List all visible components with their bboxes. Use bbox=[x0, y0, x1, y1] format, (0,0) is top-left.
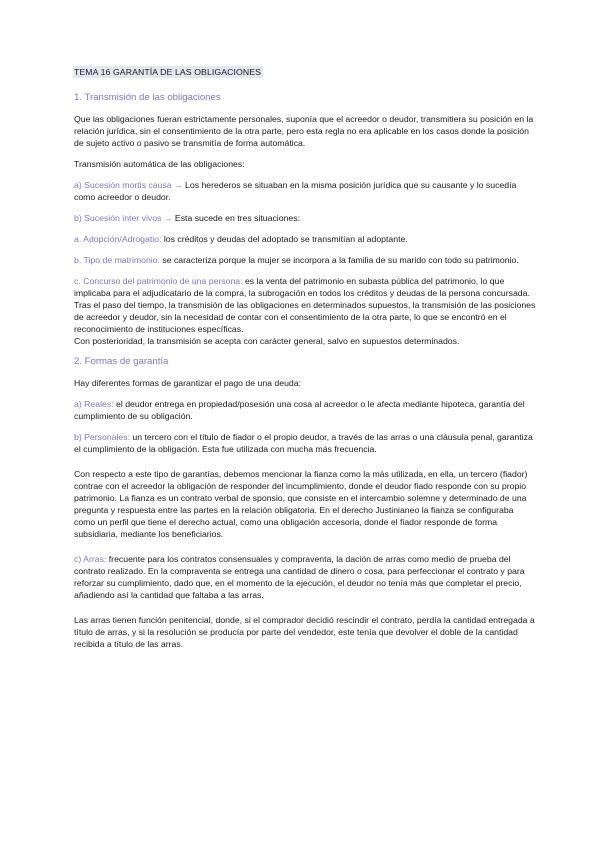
text-concurso: es la venta del patrimonio en subasta pública del patrimonio, lo que implicaba para el adjudicatario de la compra, la subrogación en todos los créditos y deudas de la persona concursada. Tras el paso del tiempo, la transmisión de las obligaciones en determinados supuestos, la transmisión de las posiciones de acreedor y deudor, sin la necesidad de contar con el consentimiento de la otra parte, lo que se encontró en el reconocimiento de instituciones específicas. bbox=[74, 276, 536, 334]
paragraph-reales bbox=[74, 398, 536, 422]
paragraph-arras bbox=[74, 553, 536, 601]
text-concurso-posterioridad: Con posterioridad, la transmisión se acepta con carácter general, salvo en supuestos determinados. bbox=[74, 336, 460, 346]
text-inter-vivos: Esta sucede en tres situaciones: bbox=[172, 213, 300, 223]
text-personales: un tercero con el título de fiador o el propio deudor, a través de las arras o una cláusula penal, garantiza el cumplimiento de la obligación. Esta fue utilizada con mucha más frecuencia. bbox=[74, 432, 533, 454]
text-matrimonio: se caracteriza porque la mujer se incorpora a la familia de su marido con todo su patrimonio. bbox=[159, 255, 519, 265]
paragraph-adopcion bbox=[74, 233, 536, 245]
paragraph-matrimonio bbox=[74, 254, 536, 266]
section-heading-formas: 2. Formas de garantía bbox=[74, 356, 169, 367]
text-mortis-causa: Los herederos se situaban en la misma posición jurídica que su causante y lo sucedía como acreedor o deudor. bbox=[74, 180, 517, 202]
term-matrimonio: b. Tipo de matrimonio: bbox=[74, 255, 160, 265]
paragraph-formas-intro: Hay diferentes formas de garantizar el pago de una deuda: bbox=[74, 378, 301, 388]
section-heading-transmision: 1. Transmisión de las obligaciones bbox=[74, 92, 221, 103]
text-adopcion: los créditos y deudas del adoptado se transmitían al adoptante. bbox=[161, 234, 408, 244]
term-reales: a) Reales: bbox=[74, 399, 114, 409]
term-concurso: c. Concurso del patrimonio de una persona: bbox=[74, 276, 243, 286]
term-adopcion: a. Adopción/Adrogatio: bbox=[74, 234, 162, 244]
paragraph-intro: Que las obligaciones fueran estrictamente personales, suponía que el acreedor o deudor, transmitiera su posición en la relación jurídica, sin el consentimiento de la otra parte, pero esta regla no era aplicable en los casos donde la posición de sujeto activo o pasivo se transmitía de forma automática. bbox=[74, 114, 534, 148]
term-arras: c) Arras: bbox=[74, 554, 107, 564]
paragraph-inter-vivos bbox=[74, 212, 536, 224]
text-arras: frecuente para los contratos consensuales y compraventa, la dación de arras como medio de prueba del contrato realizado. En la compraventa se entrega una cantidad de dinero o cosa, para perfeccionar el contrato y para reforzar su cumplimiento, dado que, en el momento de la ejecución, el deudor no tenía más que completar el precio, añadiendo así la cantidad que faltaba a las arras. bbox=[74, 554, 525, 600]
paragraph-auto-title: Transmisión automática de las obligaciones: bbox=[74, 159, 245, 169]
paragraph-personales bbox=[74, 431, 536, 455]
document-title: TEMA 16 GARANTÍA DE LAS OBLIGACIONES bbox=[74, 67, 262, 77]
text-reales: el deudor entrega en propiedad/posesión una cosa al acreedor o le afecta mediante hipoteca, garantía del cumplimiento de su obligación. bbox=[74, 399, 525, 421]
paragraph-mortis-causa bbox=[74, 179, 536, 203]
term-mortis-causa: a) Sucesión mortis causa → bbox=[74, 180, 183, 190]
term-personales: b) Personales: bbox=[74, 432, 131, 442]
paragraph-arras-penitencial: Las arras tienen función penitencial, donde, si el comprador decidió rescindir el contrato, perdía la cantidad entregada a título de arras, y si la resolución se producía por parte del vendedor, este tenía que devolver el doble de la cantidad recibida a título de las arras. bbox=[74, 615, 535, 649]
paragraph-concurso bbox=[74, 275, 536, 347]
paragraph-fianza: Con respecto a este tipo de garantías, debemos mencionar la fianza como la más utilizada, en ella, un tercero (fiador) contrae con el acreedor la obligación de responder del incumplimiento, donde el deudor fiado responde con su propio patrimonio. La fianza es un contrato verbal de sponsio, que consiste en el intercambio solemne y determinado de una pregunta y respuesta entre las partes en la relación obligatoria. En el derecho Justinianeo la fianza se configuraba como un perfil que tiene el derecho actual, como una obligación accesoria, donde el fiador responde de forma subsidiaria, mediante los beneficiarios. bbox=[74, 469, 528, 539]
term-inter-vivos: b) Sucesión inter vivos → bbox=[74, 213, 173, 223]
